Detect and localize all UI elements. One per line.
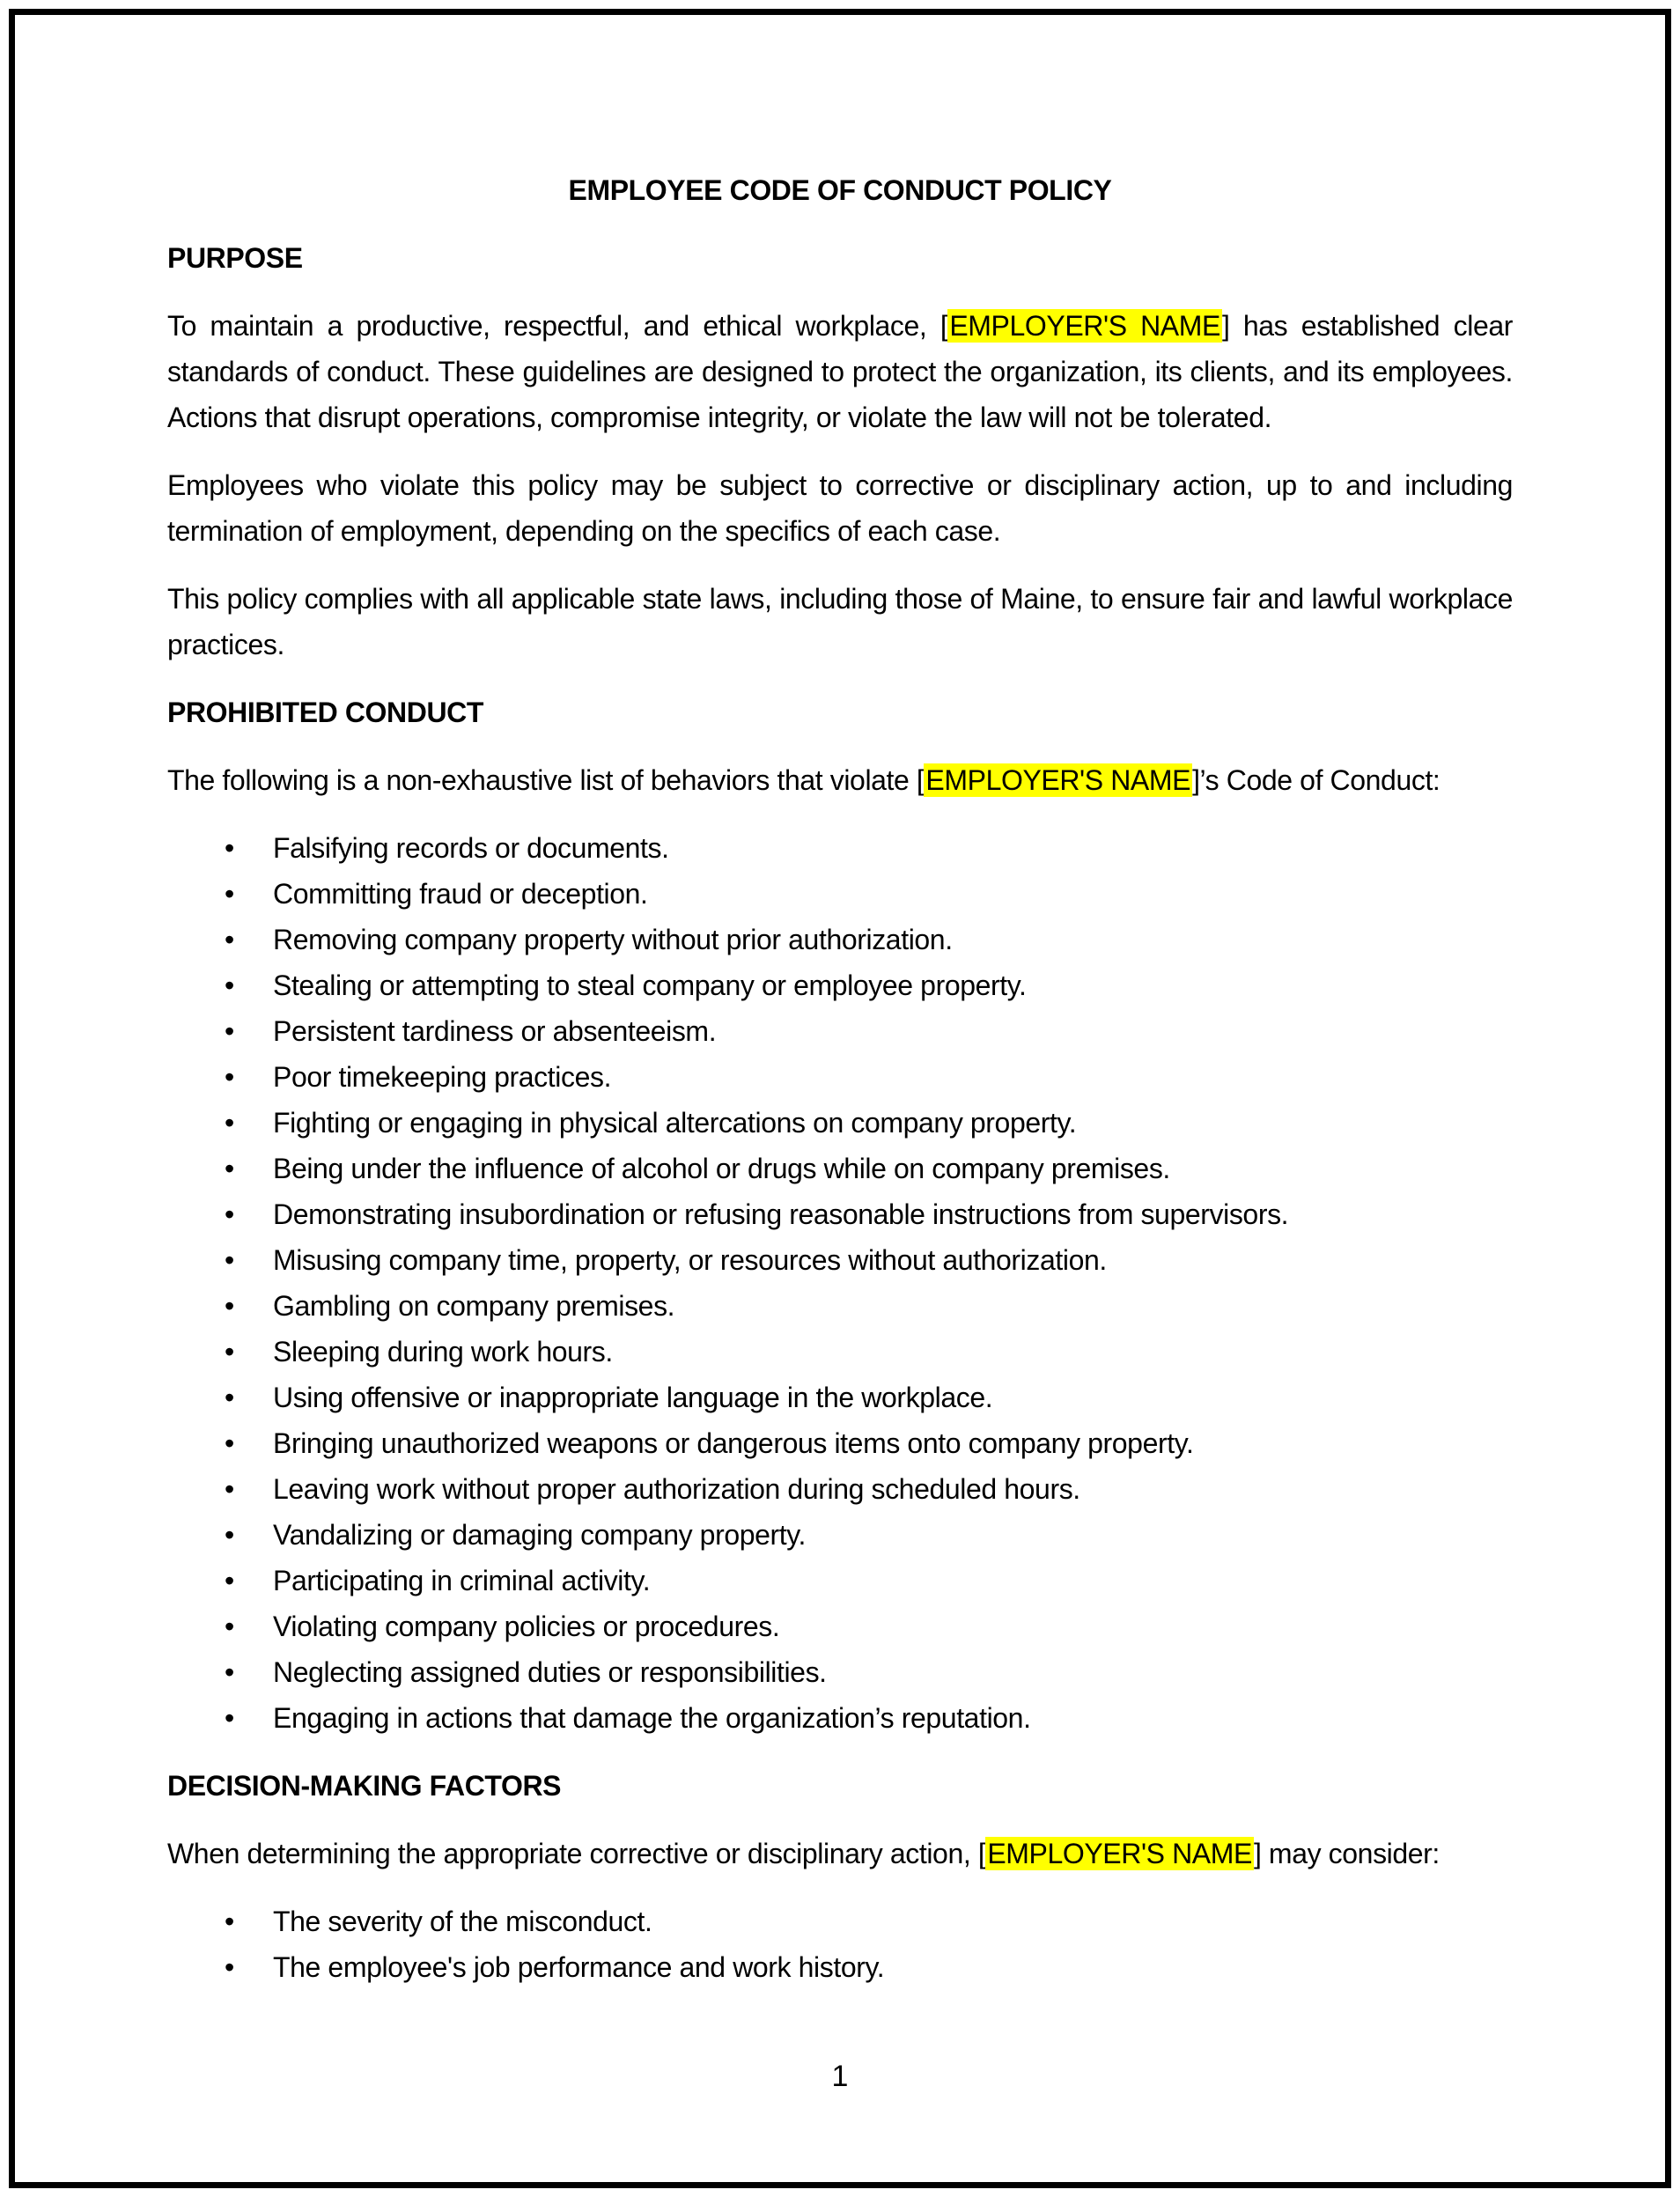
bullet-item: • Leaving work without proper authorization during scheduled hours. (273, 1466, 1513, 1512)
bullet-item: • Misusing company time, property, or resources without authorization. (273, 1237, 1513, 1283)
paragraph-text: The following is a non-exhaustive list of behaviors that violate [ (167, 764, 925, 796)
bullet-item: • The severity of the misconduct. (273, 1898, 1513, 1944)
bullet-item: • Poor timekeeping practices. (273, 1054, 1513, 1100)
bullet-item: • Removing company property without prior authorization. (273, 917, 1513, 962)
prohibited-conduct-list (167, 825, 1513, 1741)
bullet-item: • The employee's job performance and work history. (273, 1944, 1513, 1990)
bullet-item: • Falsifying records or documents. (273, 825, 1513, 871)
bullet-item: • Fighting or engaging in physical altercations on company property. (273, 1100, 1513, 1146)
paragraph-decision-intro (167, 1831, 1513, 1876)
paragraph-purpose-2: Employees who violate this policy may be subject to corrective or disciplinary action, up to and including termination of employment, depending on the specifics of each case. (167, 469, 1513, 547)
bullet-item: • Gambling on company premises. (273, 1283, 1513, 1329)
paragraph-purpose-1 (167, 303, 1513, 440)
decision-factors-list (167, 1898, 1513, 1990)
bullet-item: • Bringing unauthorized weapons or dangerous items onto company property. (273, 1420, 1513, 1466)
section-heading-prohibited-conduct: PROHIBITED CONDUCT (167, 697, 484, 728)
employer-name-placeholder: EMPLOYER'S NAME (925, 764, 1191, 796)
bullet-item: • Participating in criminal activity. (273, 1558, 1513, 1604)
document-title: EMPLOYEE CODE OF CONDUCT POLICY (568, 174, 1112, 206)
bullet-item: • Vandalizing or damaging company property. (273, 1512, 1513, 1558)
section-heading-purpose: PURPOSE (167, 242, 303, 274)
paragraph-prohibited-intro (167, 757, 1513, 803)
document-body (167, 167, 1513, 2012)
bullet-item: • Demonstrating insubordination or refusing reasonable instructions from supervisors. (273, 1191, 1513, 1237)
bullet-item: • Committing fraud or deception. (273, 871, 1513, 917)
paragraph-text: ] may consider: (1253, 1838, 1440, 1869)
bullet-item: • Using offensive or inappropriate language in the workplace. (273, 1375, 1513, 1420)
employer-name-placeholder: EMPLOYER'S NAME (949, 310, 1220, 342)
page-number: 1 (831, 2060, 849, 2093)
bullet-item: • Neglecting assigned duties or responsibilities. (273, 1649, 1513, 1695)
section-heading-decision-factors: DECISION-MAKING FACTORS (167, 1770, 562, 1802)
bullet-item: • Engaging in actions that damage the organization’s reputation. (273, 1695, 1513, 1741)
bullet-item: • Persistent tardiness or absenteeism. (273, 1008, 1513, 1054)
bullet-item: • Being under the influence of alcohol or drugs while on company premises. (273, 1146, 1513, 1191)
paragraph-text: ] has established clear standards of conduct. These guidelines are designed to protect the organization, its clients, and its employees. Actions that disrupt operations, compromise integrity, or violate the law will not be tolerated. (167, 310, 1513, 433)
employer-name-placeholder: EMPLOYER'S NAME (987, 1838, 1252, 1869)
paragraph-text: To maintain a productive, respectful, and ethical workplace, [ (167, 310, 948, 342)
bullet-item: • Stealing or attempting to steal company or employee property. (273, 962, 1513, 1008)
bullet-item: • Violating company policies or procedures. (273, 1604, 1513, 1649)
paragraph-purpose-3: This policy complies with all applicable state laws, including those of Maine, to ensure fair and lawful workplace practices. (167, 583, 1513, 660)
bullet-item: • Sleeping during work hours. (273, 1329, 1513, 1375)
paragraph-text: ]’s Code of Conduct: (1192, 764, 1441, 796)
paragraph-text: When determining the appropriate corrective or disciplinary action, [ (167, 1838, 986, 1869)
